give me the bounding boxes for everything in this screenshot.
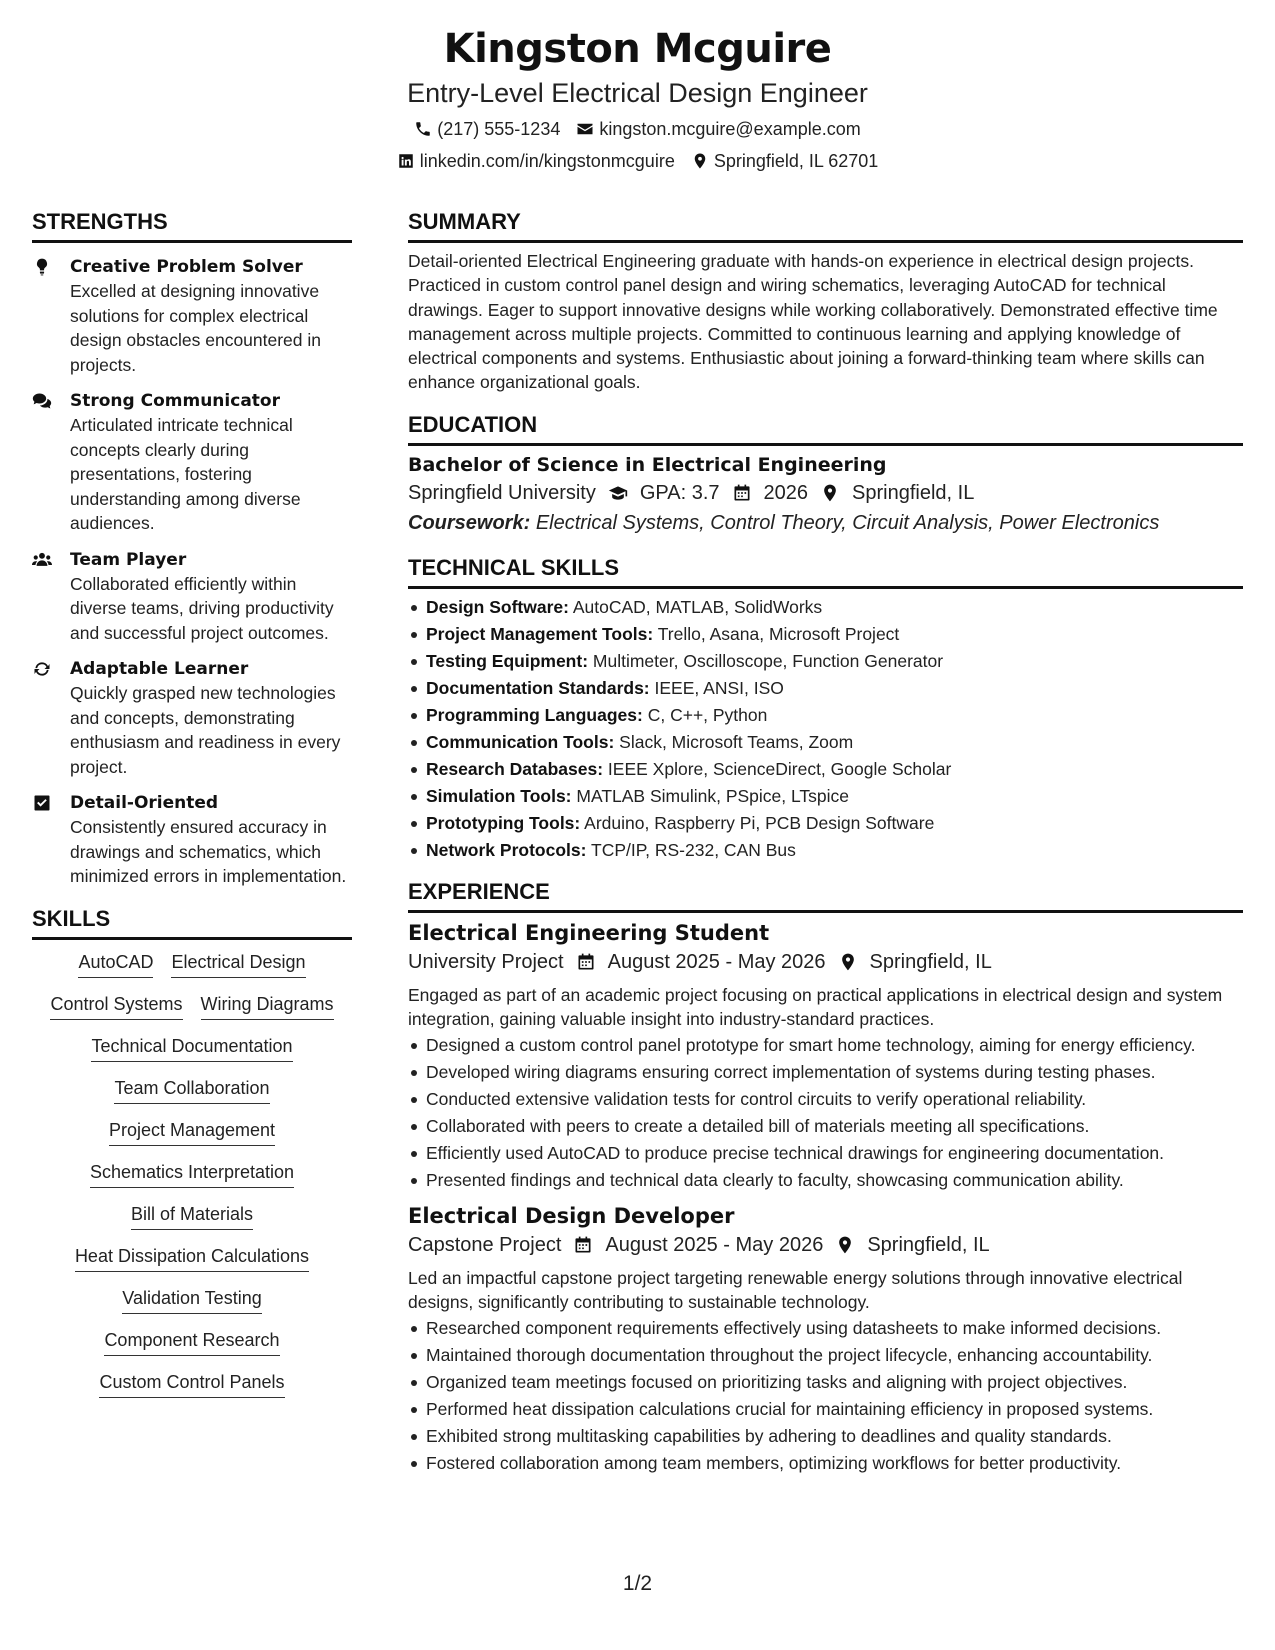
job-bullets <box>408 1316 1243 1475</box>
email-text: kingston.mcguire@example.com <box>599 119 861 139</box>
tech-skill-value: IEEE, ANSI, ISO <box>654 677 784 698</box>
job-location: Springfield, IL <box>867 1233 990 1256</box>
technical-skills-heading: TECHNICAL SKILLS <box>408 554 1243 589</box>
skill-chip: Project Management <box>109 1118 275 1146</box>
job-location: Springfield, IL <box>869 950 992 973</box>
graduation-cap-icon <box>608 483 628 503</box>
job-entry <box>408 1202 1243 1475</box>
job-bullet: Organized team meetings focused on prioritizing tasks and aligning with project objectives. <box>408 1370 1243 1394</box>
coursework-text: Electrical Systems, Control Theory, Circuit Analysis, Power Electronics <box>535 511 1160 534</box>
job-bullets <box>408 1033 1243 1192</box>
tech-skill-item <box>408 703 1243 727</box>
tech-skill-label: Programming Languages: <box>426 704 643 725</box>
tech-skill-item <box>408 811 1243 835</box>
tech-skill-item <box>408 649 1243 673</box>
job-org: University Project <box>408 950 564 973</box>
job-bullet: Fostered collaboration among team members, optimizing workflows for better productivity. <box>408 1451 1243 1475</box>
calendar-icon <box>576 952 596 972</box>
summary-text: Detail-oriented Electrical Engineering graduate with hands-on experience in electrical design projects. Practiced in custom control panel design and wiring schematics, leveraging AutoCAD for technical drawings. Eager to support innovative designs while working collaboratively. Demonstrated effective time management across multiple projects. Committed to continuous learning and applying knowledge of electrical components and systems. Enthusiastic about joining a forward-thinking team where skills can enhance organizational goals. <box>408 251 1218 393</box>
experience-section <box>408 878 1243 1475</box>
contact-row-2 <box>0 149 1275 173</box>
map-marker-icon <box>691 152 709 170</box>
strength-item <box>32 657 352 779</box>
tech-skill-label: Testing Equipment: <box>426 650 589 671</box>
strength-desc: Collaborated efficiently within diverse teams, driving productivity and successful project outcomes. <box>70 573 334 643</box>
skill-chip: Bill of Materials <box>131 1202 253 1230</box>
map-marker-icon <box>835 1235 855 1255</box>
skills-heading: SKILLS <box>32 905 352 940</box>
tech-skill-value: Slack, Microsoft Teams, Zoom <box>619 731 854 752</box>
experience-heading: EXPERIENCE <box>408 878 1243 913</box>
left-column <box>32 208 352 1398</box>
tech-skill-label: Simulation Tools: <box>426 785 572 806</box>
tech-skill-item <box>408 838 1243 862</box>
lightbulb-icon <box>32 257 52 277</box>
strength-title: Creative Problem Solver <box>70 257 303 277</box>
strengths-heading: STRENGTHS <box>32 208 352 243</box>
summary-heading: SUMMARY <box>408 208 1243 243</box>
email-contact[interactable] <box>576 117 860 141</box>
linkedin-text: linkedin.com/in/kingstonmcguire <box>419 151 675 171</box>
tech-skill-label: Network Protocols: <box>426 839 587 860</box>
education-heading: EDUCATION <box>408 411 1243 446</box>
strength-item <box>32 389 352 536</box>
technical-skills-list <box>408 595 1243 862</box>
skills-section <box>32 905 352 1398</box>
job-title: Electrical Design Developer <box>408 1203 735 1228</box>
tech-skill-label: Prototyping Tools: <box>426 812 581 833</box>
job-dates: August 2025 - May 2026 <box>605 1233 824 1256</box>
school-name: Springfield University <box>408 481 596 504</box>
skill-chip: Electrical Design <box>171 950 305 978</box>
job-title: Electrical Engineering Student <box>408 920 770 945</box>
skills-chips <box>32 950 352 1398</box>
job-bullet: Maintained thorough documentation throughout the project lifecycle, enhancing accountability. <box>408 1343 1243 1367</box>
job-bullet: Presented findings and technical data clearly to faculty, showcasing communication ability. <box>408 1168 1243 1192</box>
tech-skill-label: Documentation Standards: <box>426 677 650 698</box>
coursework-label: Coursework: <box>408 511 531 534</box>
strength-title: Team Player <box>70 549 187 570</box>
skill-chip: Wiring Diagrams <box>201 992 334 1020</box>
location-contact <box>691 149 878 173</box>
tech-skill-value: C, C++, Python <box>647 704 768 725</box>
technical-skills-section <box>408 554 1243 862</box>
skill-chip: Technical Documentation <box>91 1034 292 1062</box>
job-bullet: Researched component requirements effectively using datasheets to make informed decisions. <box>408 1316 1243 1340</box>
skill-chip: Heat Dissipation Calculations <box>75 1244 309 1272</box>
degree-title: Bachelor of Science in Electrical Engineering <box>408 453 887 476</box>
tech-skill-label: Project Management Tools: <box>426 623 654 644</box>
calendar-icon <box>573 1235 593 1255</box>
skill-chip: Control Systems <box>50 992 182 1020</box>
job-bullet: Conducted extensive validation tests for control circuits to verify operational reliability. <box>408 1087 1243 1111</box>
users-icon <box>32 550 52 570</box>
right-column <box>408 208 1243 1478</box>
strength-item <box>32 548 352 646</box>
tech-skill-value: TCP/IP, RS-232, CAN Bus <box>591 839 796 860</box>
comments-icon <box>32 391 52 411</box>
tech-skill-item <box>408 676 1243 700</box>
linkedin-icon <box>397 152 415 170</box>
education-meta <box>408 478 1243 508</box>
job-bullet: Performed heat dissipation calculations crucial for maintaining efficiency in proposed systems. <box>408 1397 1243 1421</box>
tech-skill-label: Communication Tools: <box>426 731 615 752</box>
job-meta <box>408 947 1243 977</box>
page-number: 1/2 <box>622 1572 653 1595</box>
strength-title: Strong Communicator <box>70 391 280 411</box>
job-bullet: Exhibited strong multitasking capabilities by adhering to deadlines and quality standards. <box>408 1424 1243 1448</box>
skill-chip: Team Collaboration <box>114 1076 269 1104</box>
location-text: Springfield, IL 62701 <box>713 151 879 171</box>
job-org: Capstone Project <box>408 1233 562 1256</box>
job-entry <box>408 919 1243 1192</box>
strength-item <box>32 255 352 377</box>
calendar-icon <box>732 483 752 503</box>
strength-desc: Quickly grasped new technologies and concepts, demonstrating enthusiasm and readiness in every project. <box>70 683 341 777</box>
linkedin-contact[interactable] <box>397 149 675 173</box>
tech-skill-item <box>408 622 1243 646</box>
skill-chip: Validation Testing <box>122 1286 261 1314</box>
phone-text: (217) 555-1234 <box>437 119 561 139</box>
job-dates: August 2025 - May 2026 <box>607 950 826 973</box>
check-square-icon <box>32 793 52 813</box>
tech-skill-label: Research Databases: <box>426 758 604 779</box>
coursework-line <box>408 508 1243 538</box>
skill-chip: Schematics Interpretation <box>90 1160 294 1188</box>
tech-skill-item <box>408 730 1243 754</box>
candidate-name: Kingston Mcguire <box>443 26 832 72</box>
tech-skill-item <box>408 757 1243 781</box>
sync-icon <box>32 659 52 679</box>
tech-skill-value: AutoCAD, MATLAB, SolidWorks <box>572 596 823 617</box>
graduation-year: 2026 <box>763 481 809 504</box>
envelope-icon <box>576 120 594 138</box>
school-location: Springfield, IL <box>852 481 975 504</box>
tech-skill-value: Arduino, Raspberry Pi, PCB Design Software <box>584 812 935 833</box>
strength-desc: Excelled at designing innovative solutions for complex electrical design obstacles encountered in projects. <box>70 281 322 375</box>
gpa-text: GPA: 3.7 <box>639 481 720 504</box>
strength-desc: Consistently ensured accuracy in drawings and schematics, which minimized errors in implementation. <box>70 817 347 886</box>
strength-title: Adaptable Learner <box>70 659 249 679</box>
map-marker-icon <box>820 483 840 503</box>
job-bullet: Collaborated with peers to create a detailed bill of materials meeting all specifications. <box>408 1114 1243 1138</box>
strength-title: Detail-Oriented <box>70 793 219 813</box>
strengths-list <box>32 255 352 889</box>
job-description: Engaged as part of an academic project focusing on practical applications in electrical design and system integration, gaining valuable insight into industry-standard practices. <box>408 984 1223 1029</box>
job-meta <box>408 1230 1243 1260</box>
candidate-title: Entry-Level Electrical Design Engineer <box>407 78 868 108</box>
skill-chip: Component Research <box>104 1328 279 1356</box>
tech-skill-item <box>408 595 1243 619</box>
map-marker-icon <box>838 952 858 972</box>
job-bullet: Efficiently used AutoCAD to produce precise technical drawings for engineering documentation. <box>408 1141 1243 1165</box>
phone-icon <box>414 120 432 138</box>
strength-desc: Articulated intricate technical concepts clearly during presentations, fostering understanding among diverse audiences. <box>70 415 301 533</box>
tech-skill-value: IEEE Xplore, ScienceDirect, Google Scholar <box>607 758 952 779</box>
tech-skill-label: Design Software: <box>426 596 569 617</box>
phone-contact[interactable] <box>414 117 560 141</box>
strength-item <box>32 791 352 889</box>
job-bullet: Designed a custom control panel prototype for smart home technology, aiming for energy efficiency. <box>408 1033 1243 1057</box>
job-description: Led an impactful capstone project targeting renewable energy solutions through innovative electrical designs, significantly contributing to sustainable technology. <box>408 1267 1183 1312</box>
skill-chip: Custom Control Panels <box>99 1370 284 1398</box>
job-bullet: Developed wiring diagrams ensuring correct implementation of systems during testing phases. <box>408 1060 1243 1084</box>
resume-header <box>0 22 1275 173</box>
skill-chip: AutoCAD <box>78 950 153 978</box>
tech-skill-value: MATLAB Simulink, PSpice, LTspice <box>576 785 850 806</box>
tech-skill-value: Multimeter, Oscilloscope, Function Generator <box>592 650 944 671</box>
tech-skill-item <box>408 784 1243 808</box>
contact-row-1 <box>0 117 1275 141</box>
tech-skill-value: Trello, Asana, Microsoft Project <box>657 623 900 644</box>
education-section <box>408 411 1243 538</box>
